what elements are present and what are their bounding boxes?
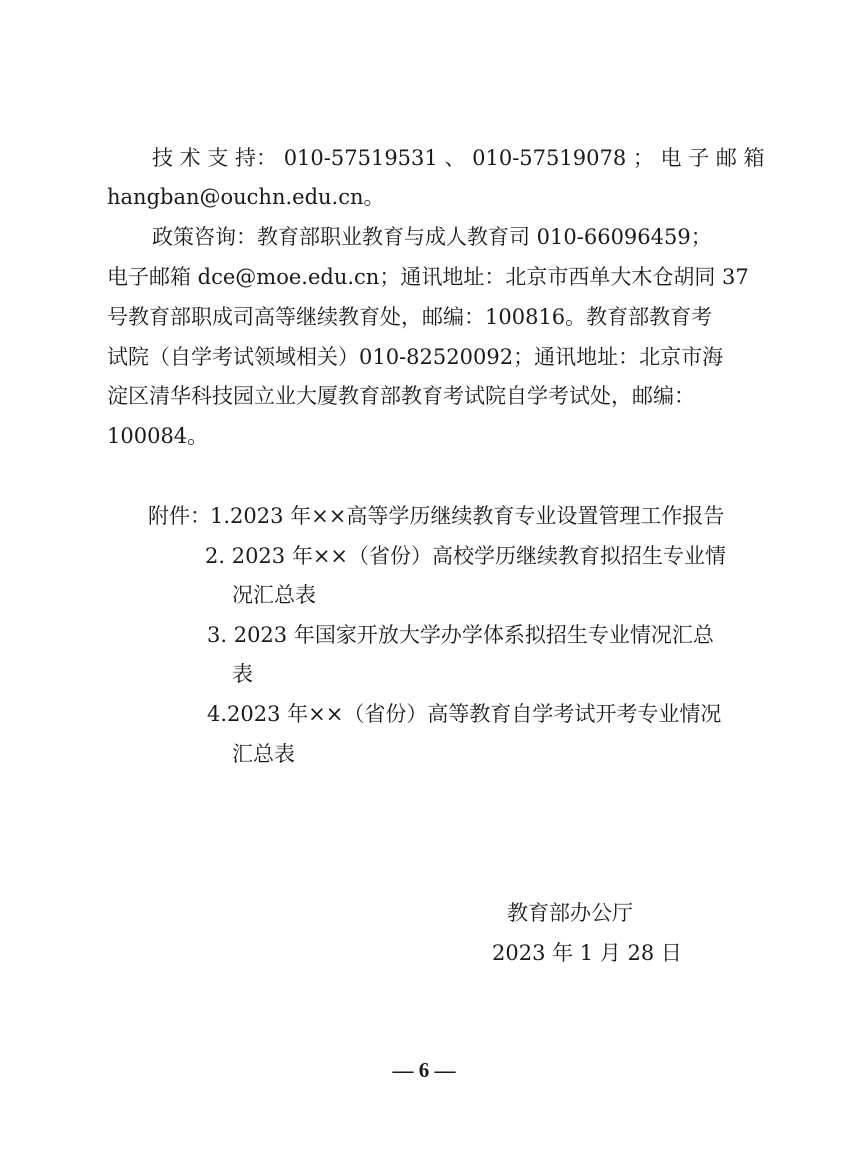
attachment-item-4: 4.2023 年××（省份）高等教育自学考试开考专业情况 (207, 702, 722, 726)
attachment-item-1: 1.2023 年××高等学历继续教育专业设置管理工作报告 (210, 504, 725, 528)
policy-line-2: 电子邮箱 dce@moe.edu.cn；通讯地址：北京市西单大木仓胡同 37 (107, 265, 749, 289)
page-number: — 6 — (392, 1058, 456, 1082)
attachments-label: 附件： (148, 504, 211, 528)
policy-line-6: 100084。 (107, 424, 209, 448)
attachment-item-2: 2. 2023 年××（省份）高校学历继续教育拟招生专业情 (205, 544, 727, 568)
attachment-item-4-cont: 汇总表 (232, 742, 295, 766)
policy-line-1: 政策咨询：教育部职业教育与成人教育司 010-66096459； (152, 225, 712, 249)
attachment-item-3: 3. 2023 年国家开放大学办学体系拟招生专业情况汇总 (207, 623, 714, 647)
tech-support-line-1: 技 术 支 持： 010-57519531 、 010-57519078 ； 电 子 邮 箱 (152, 146, 765, 170)
tech-support-line-2: hangban@ouchn.edu.cn。 (107, 185, 385, 209)
policy-line-5: 淀区清华科技园立业大厦教育部教育考试院自学考试处，邮编： (107, 384, 695, 408)
attachment-item-3-cont: 表 (232, 662, 253, 686)
issuer-name: 教育部办公厅 (507, 901, 633, 925)
issue-date: 2023 年 1 月 28 日 (492, 941, 682, 965)
attachment-item-2-cont: 况汇总表 (232, 583, 316, 607)
policy-line-4: 试院（自学考试领域相关）010-82520092；通讯地址：北京市海 (107, 345, 724, 369)
policy-line-3: 号教育部职成司高等继续教育处，邮编：100816。教育部教育考 (107, 305, 713, 329)
